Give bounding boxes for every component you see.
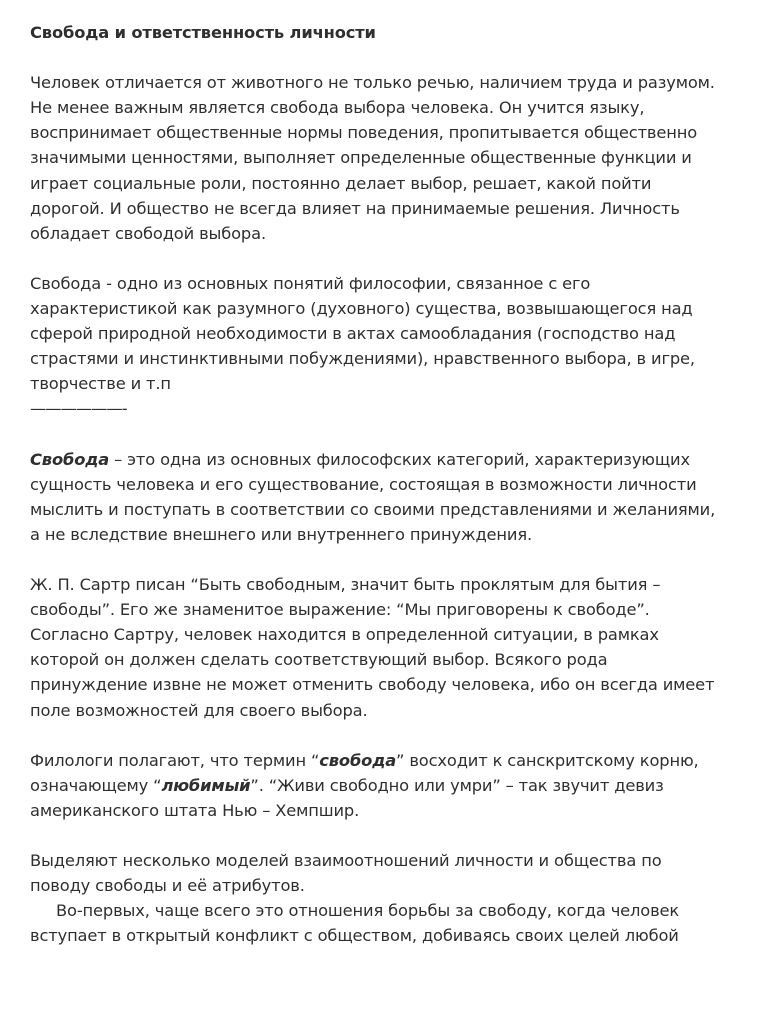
text-line: обладает свободой выбора. xyxy=(30,223,266,243)
text-line: значимыми ценностями, выполняет определенные общественные функции и xyxy=(30,148,692,168)
term-emphasis: свобода xyxy=(319,750,397,770)
text-line: воспринимает общественные нормы поведения, пропитывается общественно xyxy=(30,123,698,143)
paragraph-5 xyxy=(30,748,742,823)
paragraph-2 xyxy=(30,271,742,396)
note-title: Свобода и ответственность личности xyxy=(30,23,376,42)
text-run: ”. “Живи свободно или умри” – так звучит девиз xyxy=(250,775,664,795)
text-line: Выделяют несколько моделей взаимоотношений личности и общества по xyxy=(30,851,662,871)
dash-divider: ——————- xyxy=(30,399,127,419)
text-line: Человек отличается от животного не только речью, наличием труда и разумом. xyxy=(30,73,715,93)
text-line: сферой природной необходимости в актах самообладания (господство над xyxy=(30,324,676,344)
text-line: Согласно Сартру, человек находится в определенной ситуации, в рамках xyxy=(30,625,659,645)
text-line: Во-первых, чаще всего это отношения борьбы за свободу, когда человек xyxy=(56,901,680,921)
text-line: Не менее важным является свобода выбора человека. Он учится языку, xyxy=(30,98,645,118)
text-line: поле возможностей для своего выбора. xyxy=(30,700,368,720)
paragraph-4 xyxy=(30,572,742,723)
text-line xyxy=(30,748,742,773)
text-run: Филологи полагают, что термин “ xyxy=(30,750,320,770)
blank-line xyxy=(30,823,742,848)
text-run: – это одна из основных философских категорий, характеризующих xyxy=(109,449,690,469)
text-line: творчестве и т.п xyxy=(30,374,171,394)
text-run: ” восходит к санскритскому корню, xyxy=(396,750,699,770)
paragraph-6 xyxy=(30,848,742,898)
text-line: поводу свободы и её атрибутов. xyxy=(30,876,305,896)
text-line: характеристикой как разумного (духовного) существа, возвышающегося над xyxy=(30,299,693,319)
text-line: дорогой. И общество не всегда влияет на принимаемые решения. Личность xyxy=(30,198,680,218)
paragraph-1 xyxy=(30,70,742,246)
text-line: вступает в открытый конфликт с обществом, добиваясь своих целей любой xyxy=(30,926,679,946)
paragraph-3 xyxy=(30,447,742,547)
text-line: Свобода - одно из основных понятий философии, связанное с его xyxy=(30,273,591,293)
note-document xyxy=(30,20,742,948)
text-line: играет социальные роли, постоянно делает выбор, решает, какой пойти xyxy=(30,173,652,193)
text-line: мыслить и поступать в соответствии со своими представлениями и желаниями, xyxy=(30,499,716,519)
blank-line xyxy=(30,246,742,271)
text-line: страстями и инстинктивными побуждениями), нравственного выбора, в игре, xyxy=(30,349,695,369)
blank-line xyxy=(30,422,742,447)
term-emphasis: любимый xyxy=(161,775,251,795)
text-line xyxy=(30,773,742,798)
paragraph-7 xyxy=(30,898,742,948)
text-line: Ж. П. Сартр писан “Быть свободным, значит быть проклятым для бытия – xyxy=(30,575,661,595)
text-line: сущность человека и его существование, состоящая в возможности личности xyxy=(30,474,697,494)
blank-line xyxy=(30,547,742,572)
term-emphasis: Свобода xyxy=(30,449,110,469)
blank-line xyxy=(30,723,742,748)
text-run: означающему “ xyxy=(30,775,162,795)
text-line: свободы”. Его же знаменитое выражение: “Мы приговорены к свободе”. xyxy=(30,600,650,620)
text-line: американского штата Нью – Хемпшир. xyxy=(30,800,360,820)
text-line: а не вследствие внешнего или внутреннего принуждения. xyxy=(30,524,533,544)
text-line: принуждение извне не может отменить свободу человека, ибо он всегда имеет xyxy=(30,675,715,695)
text-line xyxy=(30,447,742,472)
text-line: которой он должен сделать соответствующий выбор. Всякого рода xyxy=(30,650,608,670)
